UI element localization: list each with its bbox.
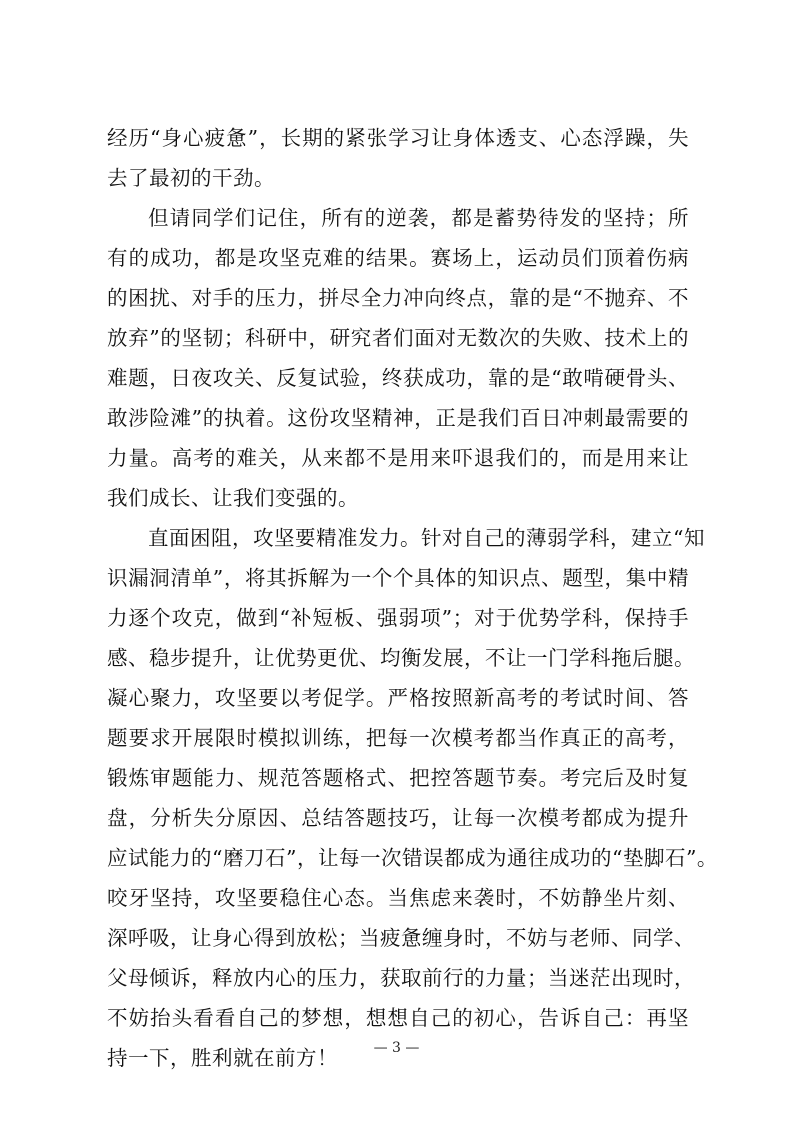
document-body [107,118,718,1078]
text-line: 持一下，胜利就在前方！ [107,1046,338,1070]
text-line: 不妨抬头看看自己的梦想，想想自己的初心，告诉自己：再坚 [107,1006,689,1030]
text-line: 去了最初的干劲。 [107,166,275,190]
text-line: 有的成功，都是攻坚克难的结果。赛场上，运动员们顶着伤病 [107,246,689,270]
text-line: 父母倾诉，释放内心的压力，获取前行的力量；当迷茫出现时， [107,966,695,990]
text-line: 锻炼审题能力、规范答题格式、把控答题节奏。考完后及时复 [107,766,689,790]
text-line: 应试能力的“磨刀石”，让每一次错误都成为通往成功的“垫脚石”。 [107,846,718,870]
text-line: 的困扰、对手的压力，拼尽全力冲向终点，靠的是“不抛弃、不 [107,286,689,310]
text-line: 盘，分析失分原因、总结答题技巧，让每一次模考都成为提升 [107,806,689,830]
paragraph-first-line: 直面困阻，攻坚要精准发力。针对自己的薄弱学科，建立“知 [148,526,705,550]
text-line: 敢涉险滩”的执着。这份攻坚精神，正是我们百日冲刺最需要的 [107,406,689,430]
page-number: — 3 — [373,1040,420,1056]
text-line: 我们成长、让我们变强的。 [107,486,359,510]
text-line: 难题，日夜攻关、反复试验，终获成功，靠的是“敢啃硬骨头、 [107,366,689,390]
text-line: 经历“身心疲惫”，长期的紧张学习让身体透支、心态浮躁，失 [107,126,689,150]
text-line: 放弃”的坚韧；科研中，研究者们面对无数次的失败、技术上的 [107,326,689,350]
text-line: 凝心聚力，攻坚要以考促学。严格按照新高考的考试时间、答 [107,686,689,710]
text-line: 深呼吸，让身心得到放松；当疲惫缠身时，不妨与老师、同学、 [107,926,695,950]
text-line: 题要求开展限时模拟训练，把每一次模考都当作真正的高考， [107,726,689,750]
paragraph-first-line: 但请同学们记住，所有的逆袭，都是蓄势待发的坚持；所 [148,206,689,230]
text-line: 力量。高考的难关，从来都不是用来吓退我们的，而是用来让 [107,446,689,470]
text-line: 识漏洞清单”，将其拆解为一个个具体的知识点、题型，集中精 [107,566,689,590]
text-line: 感、稳步提升，让优势更优、均衡发展，不让一门学科拖后腿。 [107,646,695,670]
text-line: 咬牙坚持，攻坚要稳住心态。当焦虑来袭时，不妨静坐片刻、 [107,886,689,910]
text-line: 力逐个攻克，做到“补短板、强弱项”；对于优势学科，保持手 [107,606,689,630]
